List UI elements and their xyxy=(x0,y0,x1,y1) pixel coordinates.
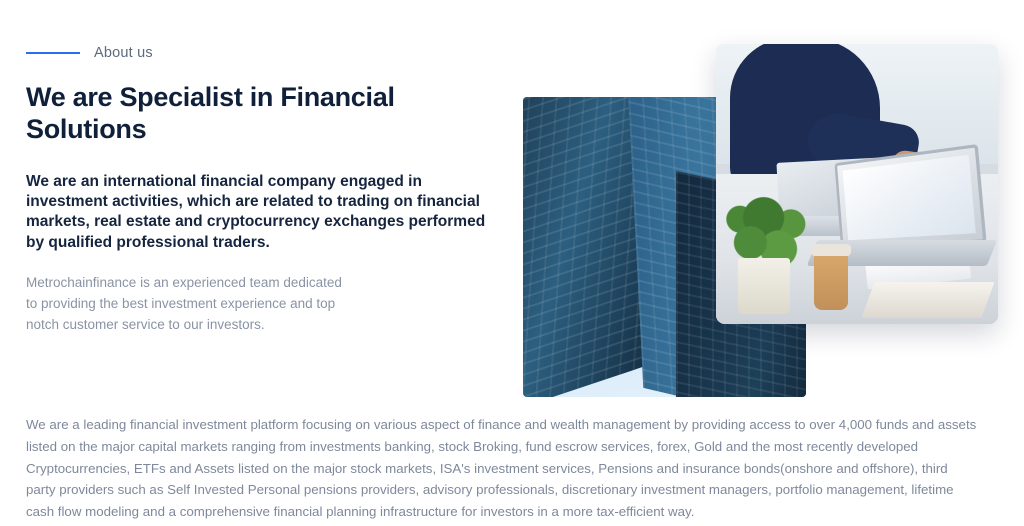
page-title: We are Specialist in Financial Solutions xyxy=(26,82,395,144)
accent-rule-icon xyxy=(26,52,80,54)
plant-pot-shape xyxy=(738,258,790,314)
office-image xyxy=(716,44,998,324)
sub-paragraph: Metrochainfinance is an experienced team dedicated to providing the best investment experience and top notch customer service to our investors. xyxy=(26,274,342,332)
coffee-cup-shape xyxy=(814,252,848,310)
eyebrow xyxy=(26,42,496,64)
about-text-column xyxy=(26,42,496,336)
plant-leaves-shape xyxy=(724,188,812,266)
coffee-lid-shape xyxy=(811,244,851,256)
primary-laptop-screen-shape xyxy=(834,144,986,249)
notebook-shape xyxy=(861,282,994,318)
bottom-description-paragraph: We are a leading financial investment platform focusing on various aspect of finance and wealth management by providing access to over 4,000 funds and assets listed on the major capital markets ranging from investments banking, stock Broking, fund escrow services, forex, Gold and the most recently developed Cryptocurrencies, ETFs and Assets listed on the major stock markets, ISA's investment services, Pensions and insurance bonds(onshore and offshore), third party providers such as Self Invested Personal pensions providers, advisory professionals, discretionary investment managers, portfolio management, lifetime cash flow modeling and a comprehensive financial planning infrastructure for investors in a more tax-efficient way. xyxy=(26,417,977,520)
lead-paragraph: We are an international financial company engaged in investment activities, which are related to trading on financial markets, real estate and cryptocurrency exchanges performed by qualified professional traders. xyxy=(26,172,486,251)
eyebrow-label: About us xyxy=(94,45,153,61)
